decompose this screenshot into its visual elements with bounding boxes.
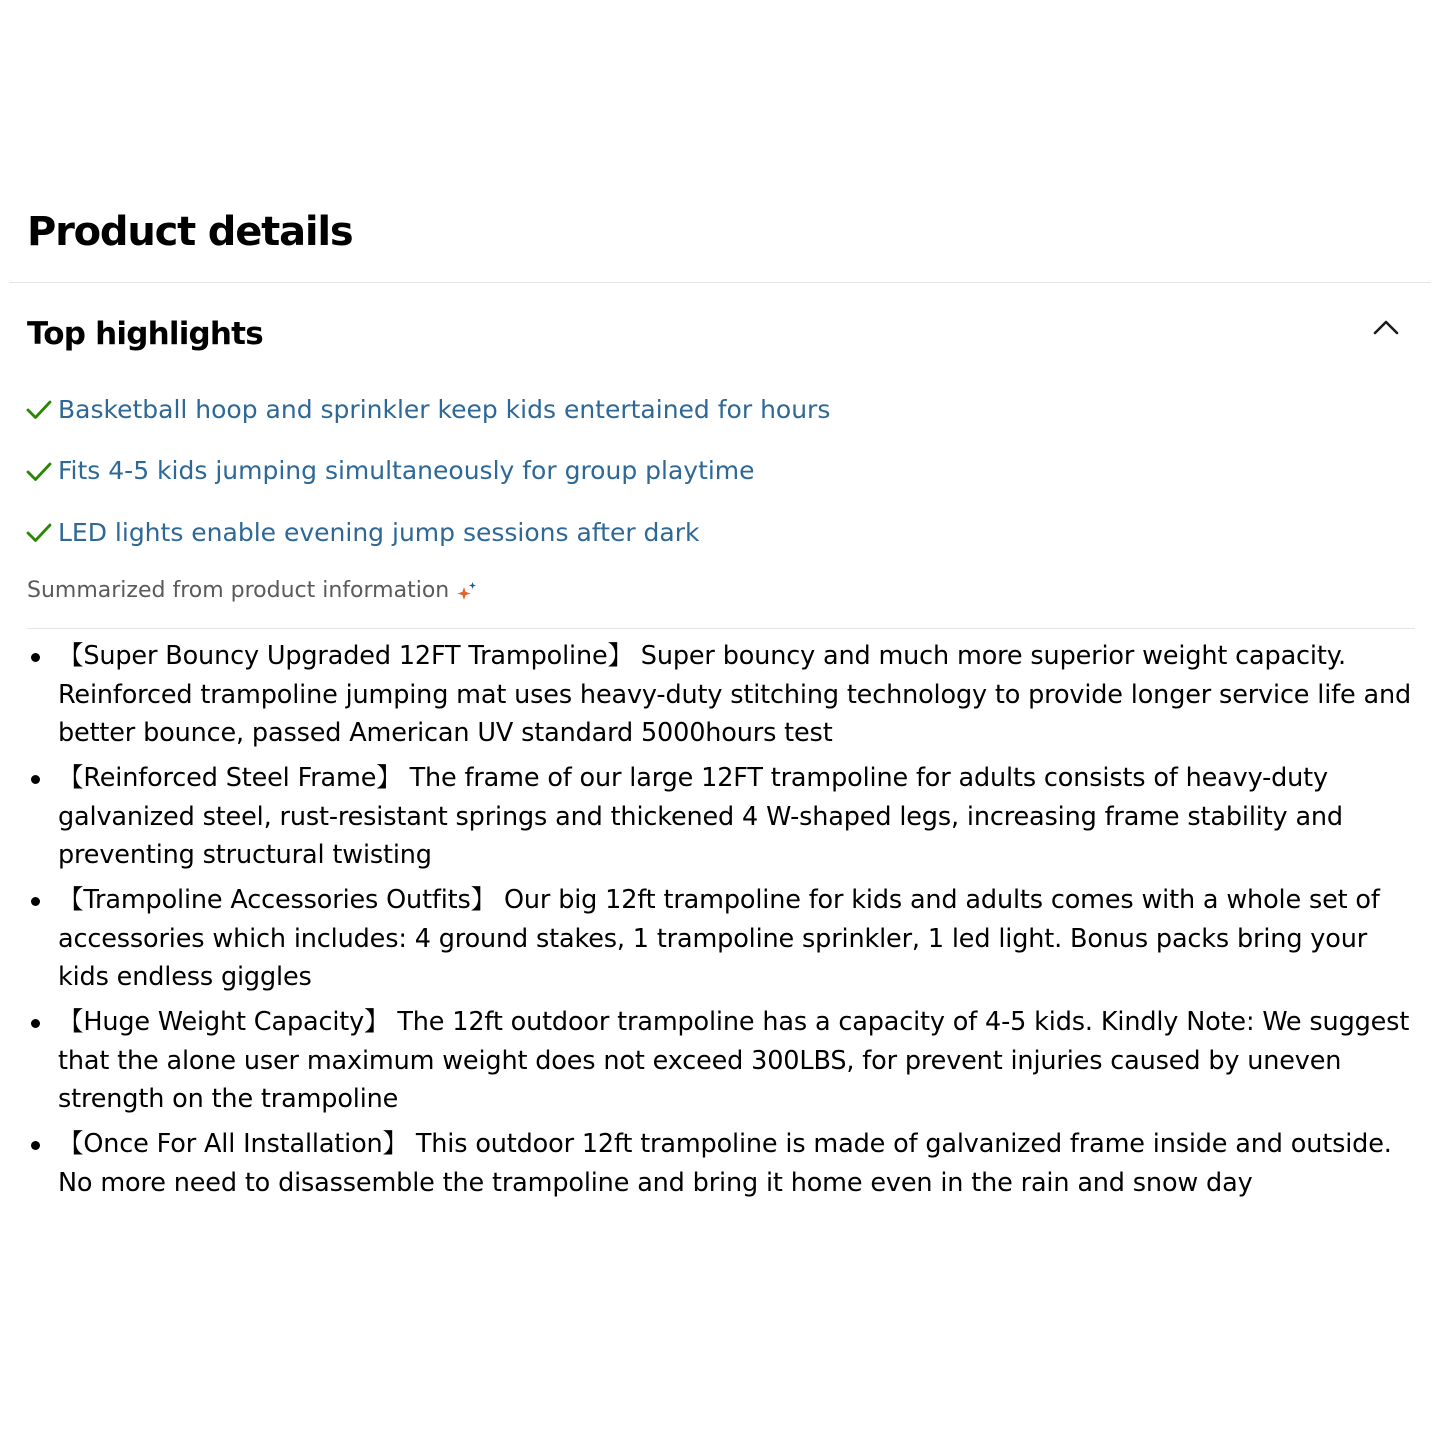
description-item [0,637,1440,753]
highlight-item [25,511,830,553]
description-text: 【Huge Weight Capacity】 The 12ft outdoor trampoline has a capacity of 4-5 kids. Kindly Note: We suggest that the alone user maximum weight does not exceed 300LBS, for prevent injuries caused by uneven strength on the trampoline [58,1007,1410,1114]
description-item [0,881,1440,997]
top-highlights-toggle[interactable] [27,310,1415,358]
section-divider [9,282,1431,283]
chevron-up-icon[interactable] [1371,312,1401,342]
description-item [0,1125,1440,1202]
description-text: 【Reinforced Steel Frame】 The frame of our large 12FT trampoline for adults consists of heavy-duty galvanized steel, rust-resistant springs and thickened 4 W-shaped legs, increasing frame stability and preventing structural twisting [58,763,1343,870]
description-list [0,637,1440,1209]
section-title: Top highlights [27,316,263,352]
check-icon [25,457,53,485]
page-title: Product details [27,209,353,255]
check-icon [25,395,53,423]
bullet-icon [31,897,40,906]
summary-note [27,572,479,608]
highlight-item [25,388,830,430]
highlight-text: LED lights enable evening jump sessions after dark [58,517,700,547]
highlight-text: Fits 4-5 kids jumping simultaneously for group playtime [58,456,755,485]
description-item [0,1003,1440,1119]
highlights-list [25,388,830,573]
description-text: 【Once For All Installation】 This outdoor 12ft trampoline is made of galvanized frame inside and outside. No more need to disassemble the trampoline and bring it home even in the rain and snow day [58,1129,1392,1198]
sparkle-icon [455,579,479,603]
bullet-icon [31,653,40,662]
check-icon [25,518,53,546]
bullet-icon [31,775,40,784]
summary-text: Summarized from product information [27,577,450,603]
bullet-icon [31,1019,40,1028]
bullet-icon [31,1141,40,1150]
description-text: 【Trampoline Accessories Outfits】 Our big 12ft trampoline for kids and adults comes with a whole set of accessories which includes: 4 ground stakes, 1 trampoline sprinkler, 1 led light. Bonus packs bring your kids endless giggles [58,885,1380,992]
description-text: 【Super Bouncy Upgraded 12FT Trampoline】 Super bouncy and much more superior weight capacity. Reinforced trampoline jumping mat uses heavy-duty stitching technology to provide longer service life and better bounce, passed American UV standard 5000hours test [58,641,1412,748]
section-divider [27,628,1415,629]
highlight-text: Basketball hoop and sprinkler keep kids entertained for hours [58,394,831,424]
description-item [0,759,1440,875]
highlight-item [25,450,830,492]
